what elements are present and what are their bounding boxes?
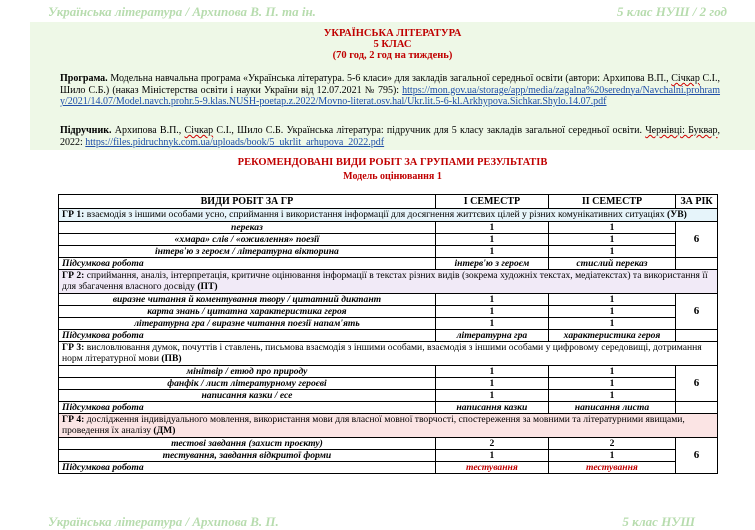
page-header [0, 0, 755, 22]
section-title: РЕКОМЕНДОВАНІ ВИДИ РОБІТ ЗА ГРУПАМИ РЕЗУЛЬТАТІВ [237, 157, 548, 168]
col-header-year: ЗА РІК [675, 195, 717, 209]
doc-title [30, 28, 755, 61]
final-work-row: Підсумкова робота літературна гра характеристика героя [59, 329, 718, 341]
year-total: 6 [675, 221, 717, 257]
final-work-row: Підсумкова робота тестування тестування [59, 461, 718, 473]
table-row: тестові завдання (захист проєкту) 2 2 6 [59, 437, 718, 449]
year-total: 6 [675, 293, 717, 329]
col-header-activities: ВИДИ РОБІТ ЗА ГР [59, 195, 436, 209]
table-row: літературна гра / виразне читання поезії напам'ять 1 1 [59, 317, 718, 329]
table-row: виразне читання й коментування твору / цитатний диктант 1 1 6 [59, 293, 718, 305]
table-row: написання казки / есе 1 1 [59, 389, 718, 401]
table-row: переказ 1 1 6 [59, 221, 718, 233]
title-hours: (70 год, 2 год на тиждень) [332, 50, 453, 61]
footer-right: 5 клас НУШ [622, 514, 695, 529]
table-row: мінітвір / етюд про природу 1 1 6 [59, 365, 718, 377]
textbook-link[interactable]: https://files.pidruchnyk.com.ua/uploads/book/5_ukrlit_arhupova_2022.pdf [85, 136, 385, 148]
table-row: фанфік / лист літературному героєві 1 1 [59, 377, 718, 389]
group-row-gr2: ГР 2: сприймання, аналіз, інтерпретація, критичне оцінювання інформації в текстах різних видів (зокрема художніх текстах, медіатекстах) та використання її для збагачення власного досвіду (ПТ) [59, 269, 718, 293]
textbook-paragraph: Підручник. Архипова В.П., Січкар С.І., Шило С.Б. Українська література: підручник для 5 класу закладів загальної середньої освіти. Чернівці: Буквар, 2022: https://files.pidruchnyk.com.ua/uploads/book/5_ukrlit_arhupova_2022.pdf [60, 125, 720, 148]
program-label: Програма. [60, 73, 108, 84]
group-row-gr4: ГР 4: дослідження індивідуального мовлення, використання мови для власної мовної творчості, спостереження за мовними та літературними явищами, проведення їх аналізу (ДМ) [59, 413, 718, 437]
group-row-gr1: ГР 1: взаємодія з іншими особами усно, сприймання і використання інформації для досягнення життєвих цілей у різних комунікативних ситуаціях (УВ) [59, 209, 718, 222]
table-row: «хмара» слів / «оживлення» поезії 1 1 [59, 233, 718, 245]
table-row: інтерв'ю з героєм / літературна вікторина 1 1 [59, 245, 718, 257]
header-right: 5 клас НУШ / 2 год [616, 4, 727, 19]
page-footer [0, 512, 755, 530]
program-link[interactable]: https://mon.gov.ua/storage/app/media/zagalna%20serednya/Navchalni.prohramy/2021/14.07/Model.navch.prohr.5-9.klas.NUSH-poetap.z.2022/Movno-literat.osv.hal/Ukr.lit.5-6-kl.Arkhypova.Sichkar.Shylo.14.07.pdf [60, 84, 721, 107]
title-subject: УКРАЇНСЬКА ЛІТЕРАТУРА [323, 28, 462, 39]
final-work-row: Підсумкова робота написання казки написання листа [59, 401, 718, 413]
title-grade: 5 КЛАС [373, 39, 412, 50]
col-header-sem2: ІІ СЕМЕСТР [548, 195, 675, 209]
table-row: карта знань / цитатна характеристика героя 1 1 [59, 305, 718, 317]
results-table [58, 194, 718, 474]
footer-left: Українська література / Архипова В. П. [48, 514, 279, 529]
group-row-gr3: ГР 3: висловлювання думок, почуттів і ставлень, письмова взаємодія з іншими особами, взаємодія з іншими особами у цифровому середовищі, дотримання норм літературної мови (ПВ) [59, 341, 718, 365]
year-total: 6 [675, 365, 717, 401]
header-left: Українська література / Архипова В. П. та ін. [48, 4, 316, 19]
final-work-row: Підсумкова робота інтерв'ю з героєм стислий переказ [59, 257, 718, 269]
program-paragraph: Програма. Модельна навчальна програма «Українська література. 5-6 класи» для закладів загальної середньої освіти (автори: Архипова В.П., Січкар С.І., Шило С.Б.) (наказ Міністерства освіти і науки України від 12.07.2021 № 795): https://mon.gov.ua/storage/app/media/zagalna%20serednya/Navchalni.prohramy/2021/14.07/Model.navch.prohr.5-9.klas.NUSH-poetap.z.2022/Movno-literat.osv.hal/Ukr.lit.5-6-kl.Arkhypova.Sichkar.Shylo.14.07.pdf [60, 73, 721, 107]
year-total: 6 [675, 437, 717, 473]
textbook-label: Підручник. [60, 125, 112, 136]
section-subtitle: Модель оцінювання 1 [343, 171, 442, 182]
col-header-sem1: І СЕМЕСТР [435, 195, 548, 209]
table-header-row [59, 195, 718, 209]
table-row: тестування, завдання відкритої форми 1 1 [59, 449, 718, 461]
